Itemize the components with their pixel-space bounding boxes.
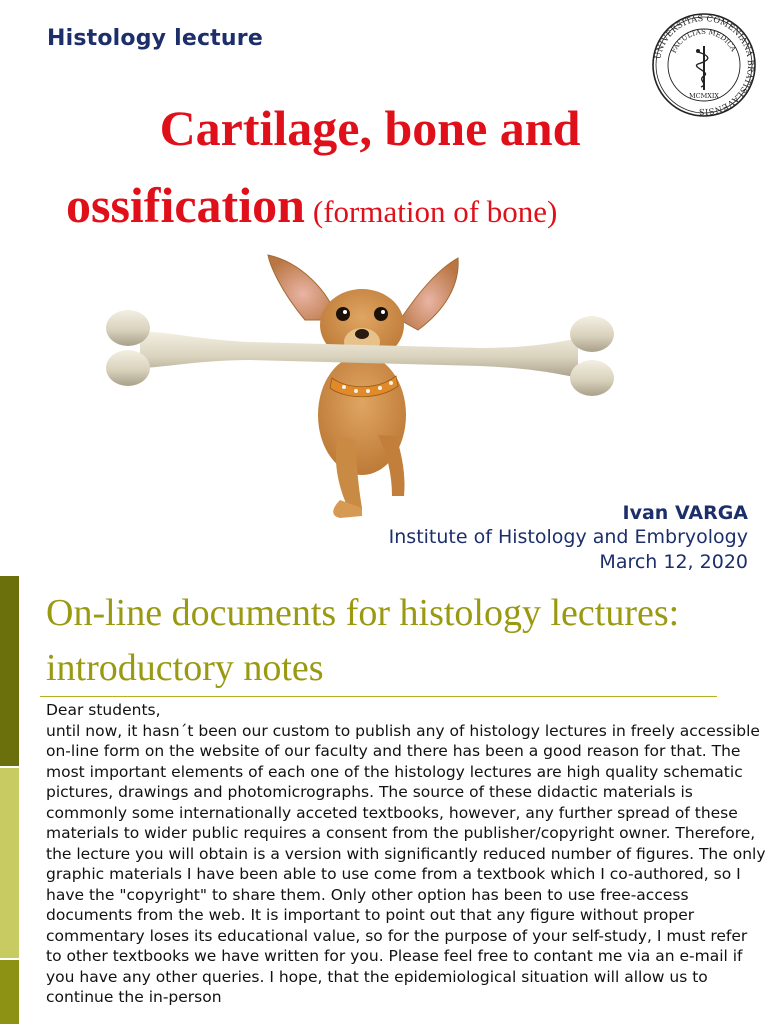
title-divider [40,696,717,697]
greeting: Dear students, [46,701,161,719]
main-title-line2 [66,176,557,234]
side-bar-dark [0,576,19,766]
lecture-label: Histology lecture [47,26,263,51]
notes-body [46,700,766,1008]
side-bar-mid [0,960,19,1024]
notes-title: On-line documents for histology lectures: introductory notes [46,592,680,689]
seal-inner-text: FACULTAS MEDICA [669,27,738,55]
body-paragraph: until now, it hasn´t been our custom to publish any of histology lectures in freely accessible on-line form on the website of our faculty and there has been a good reason for that. The most important elements of each one of the histology lectures are high quality schematic pictures, drawings and photomicrographs. The source of these didactic materials is commonly some internationally acceted textbooks, however, any further spread of these materials to wider public requires a consent from the publisher/copyright owner. Therefore, the lecture you will obtain is a version with significantly reduced number of figures. The only graphic materials I have been able to use come from a textbook which I co-authored, so I have the "copyright" to share them. Only other option has been to use free-access documents from the web. It is important to point out that any figure without proper commentary loses its educational value, so for the purpose of your self-study, I must refer to other textbooks we have written for you. Please feel free to contant me via an e-mail if you have any other queries. I hope, that the epidemiological situation will allow us to continue the in-person [46,721,766,1006]
side-bar-light [0,768,19,958]
main-title-line1: Cartilage, bone and [159,100,581,156]
title-subtitle: (formation of bone) [312,194,558,229]
dog-with-bone-illustration [100,250,616,520]
author-block [389,501,748,575]
author-institute: Institute of Histology and Embryology [388,526,748,548]
seal-outer-text: UNIVERSITAS COMENIANA BRATISLAVENSIS [652,12,757,118]
title-ossification: ossification [66,177,305,233]
author-name: Ivan VARGA [622,502,748,524]
seal-year: MCMXIX [688,92,720,100]
lecture-date: March 12, 2020 [599,551,748,573]
notes-slide [0,576,768,1024]
